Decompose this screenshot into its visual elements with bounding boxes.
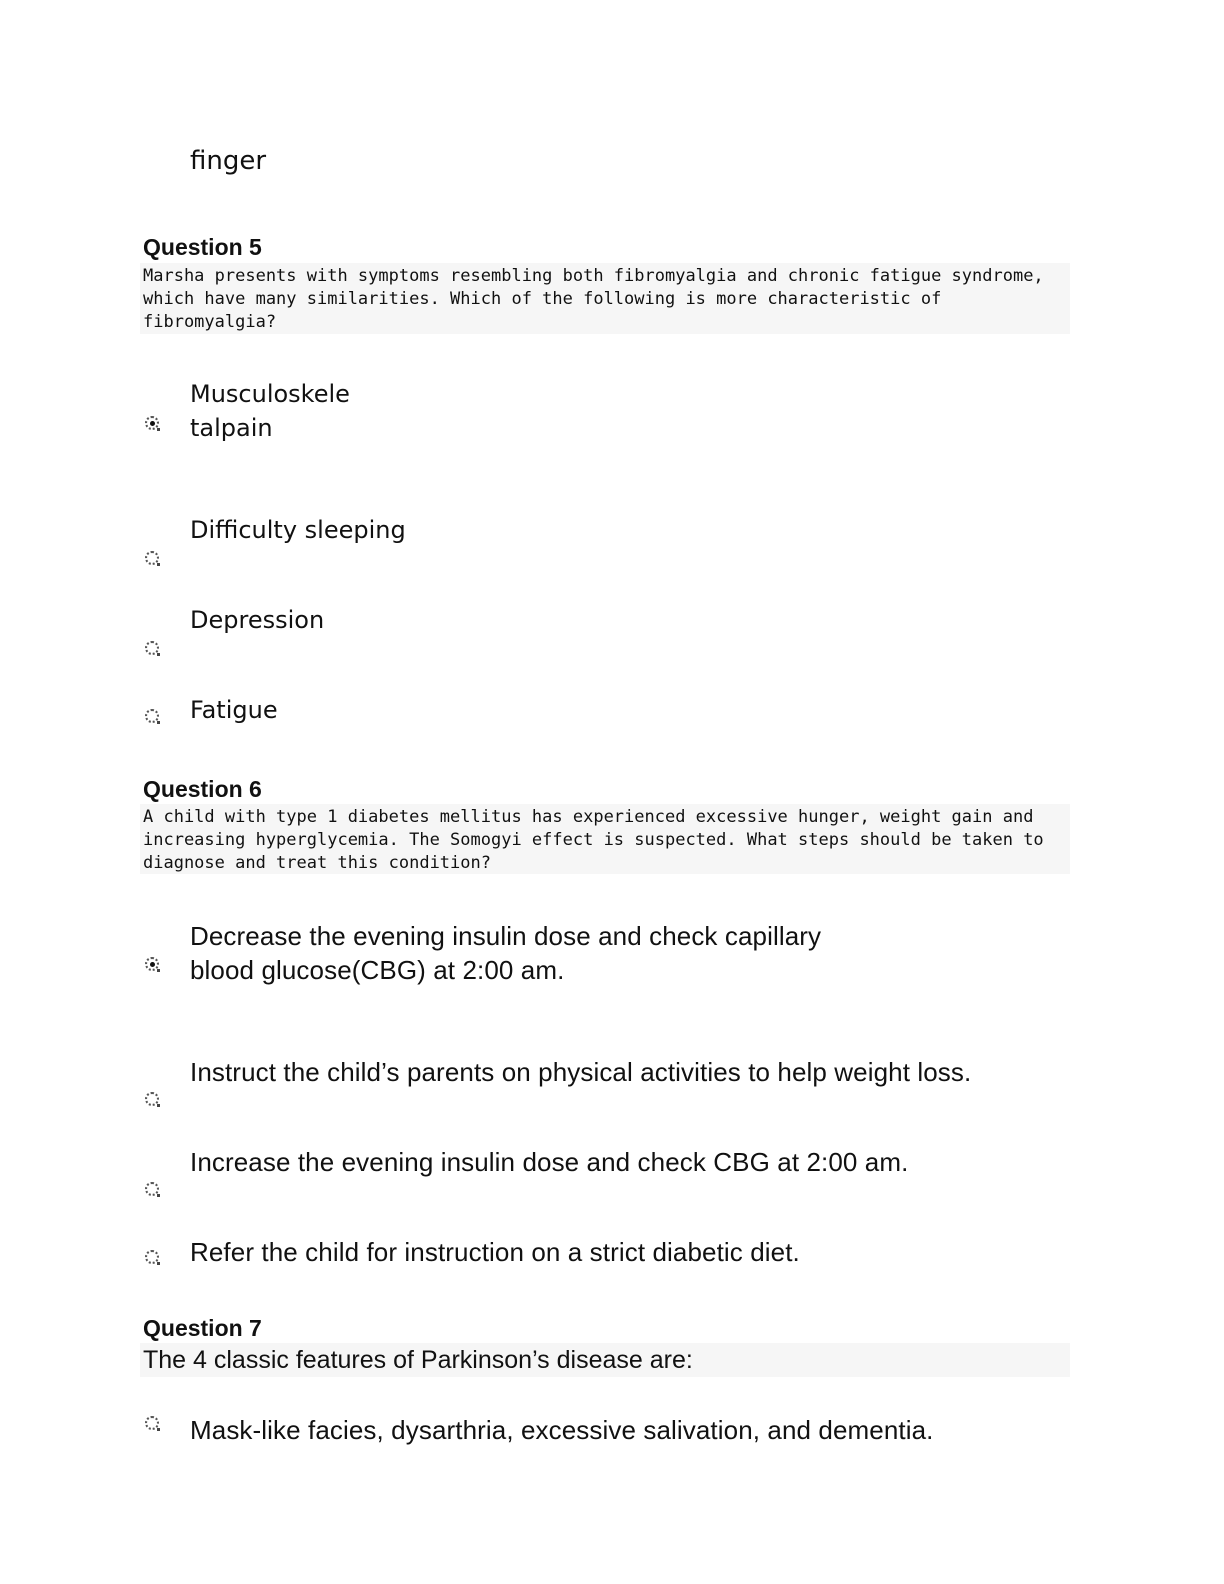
q5-option-3-radio[interactable] xyxy=(145,641,159,655)
q6-option-3-label[interactable]: Increase the evening insulin dose and check CBG at 2:00 am. xyxy=(190,1147,909,1177)
question-6-title: Question 6 xyxy=(143,776,262,802)
carryover-answer-text: finger xyxy=(190,146,267,176)
q5-option-1-line2: talpain xyxy=(190,414,273,442)
question-7-text: The 4 classic features of Parkinson’s disease are: xyxy=(140,1343,1070,1377)
q6-option-4-label[interactable]: Refer the child for instruction on a strict diabetic diet. xyxy=(190,1237,800,1267)
q6-option-4-radio[interactable] xyxy=(145,1250,159,1264)
q6-option-1-label[interactable] xyxy=(190,919,821,987)
q7-option-1-radio[interactable] xyxy=(145,1416,159,1430)
q6-option-3-radio[interactable] xyxy=(145,1182,159,1196)
q5-option-2-radio[interactable] xyxy=(145,551,159,565)
q7-option-1-label[interactable]: Mask-like facies, dysarthria, excessive salivation, and dementia. xyxy=(190,1415,934,1445)
q5-option-3-label[interactable]: Depression xyxy=(190,606,325,634)
q5-option-4-label[interactable]: Fatigue xyxy=(190,696,278,724)
q5-option-1-line1: Musculoskele xyxy=(190,380,350,408)
q5-option-2-label[interactable]: Difficulty sleeping xyxy=(190,516,406,544)
q6-option-1-line1: Decrease the evening insulin dose and check capillary xyxy=(190,921,822,951)
q5-option-1-label[interactable] xyxy=(190,377,350,445)
q5-option-4-radio[interactable] xyxy=(145,709,159,723)
q6-option-1-radio[interactable] xyxy=(145,957,159,971)
question-6-text: A child with type 1 diabetes mellitus has experienced excessive hunger, weight gain and increasing hyperglycemia. The Somogyi effect is suspected. What steps should be taken to diagnose and treat this condition? xyxy=(140,804,1070,874)
question-5-text: Marsha presents with symptoms resembling both fibromyalgia and chronic fatigue syndrome, which have many similarities. Which of the following is more characteristic of fibromyalgia? xyxy=(140,263,1070,334)
question-7-title: Question 7 xyxy=(143,1315,262,1341)
question-5-title: Question 5 xyxy=(143,234,262,260)
q6-option-2-label[interactable]: Instruct the child’s parents on physical activities to help weight loss. xyxy=(190,1057,972,1087)
q6-option-2-radio[interactable] xyxy=(145,1092,159,1106)
q5-option-1-radio[interactable] xyxy=(145,416,159,430)
q6-option-1-line2: blood glucose(CBG) at 2:00 am. xyxy=(190,955,565,985)
